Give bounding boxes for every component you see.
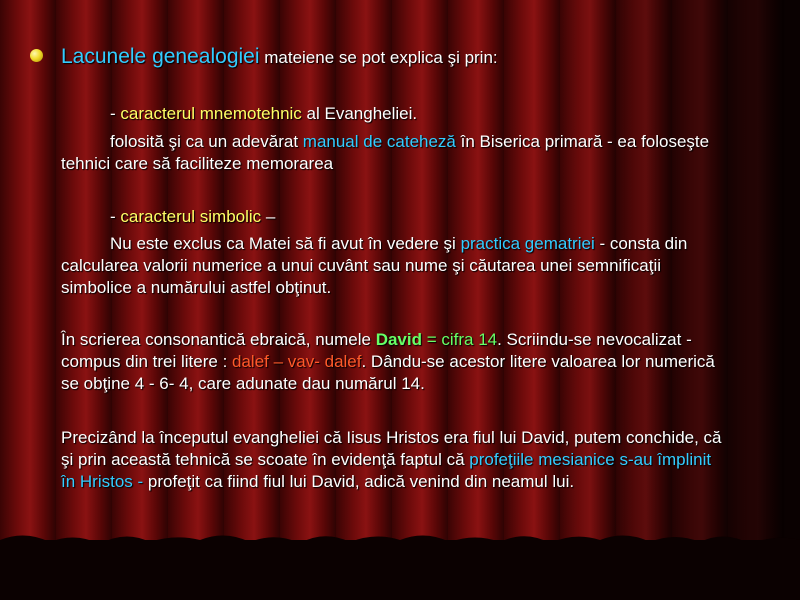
bullet-dot-icon (30, 49, 43, 62)
text-line: şi prin această tehnică se scoate în evidenţă faptul că profeţiile mesianice s-au împlinit (61, 450, 712, 469)
text-line: Nu este exclus ca Matei să fi avut în vedere şi practica gematriei - consta din (110, 234, 688, 253)
text-line: compus din trei litere : dalef – vav- dalef. Dându-se acestor litere valoarea lor numerică (61, 352, 715, 371)
text-line: În scrierea consonantică ebraică, numele David = cifra 14. Scriindu-se nevocalizat - (61, 330, 692, 349)
text-line: se obţine 4 - 6- 4, care adunate dau numărul 14. (61, 374, 425, 393)
text-line: în Hristos - profeţit ca fiind fiul lui David, adică venind din neamul lui. (61, 472, 575, 491)
heading-highlight: Lacunele genealogiei (61, 45, 260, 68)
text-line: tehnici care să faciliteze memorarea (61, 154, 334, 173)
point-simbolic: - caracterul simbolic – (110, 207, 276, 226)
text-line: Precizând la începutul evangheliei că Iisus Hristos era fiul lui David, putem conchide, că (61, 428, 722, 447)
text-line: folosită şi ca un adevărat manual de cateheză în Biserica primară - ea foloseşte (110, 132, 710, 151)
heading-line: Lacunele genealogiei mateiene se pot explica şi prin: (61, 45, 498, 68)
point-mnemotehnic: - caracterul mnemotehnic al Evangheliei. (110, 104, 418, 123)
text-line: simbolice a numărului astfel obţinut. (61, 278, 332, 297)
stage-floor (0, 540, 800, 600)
text-line: calcularea valorii numerice a unui cuvânt sau nume şi căutarea unei semnificaţii (61, 256, 662, 275)
